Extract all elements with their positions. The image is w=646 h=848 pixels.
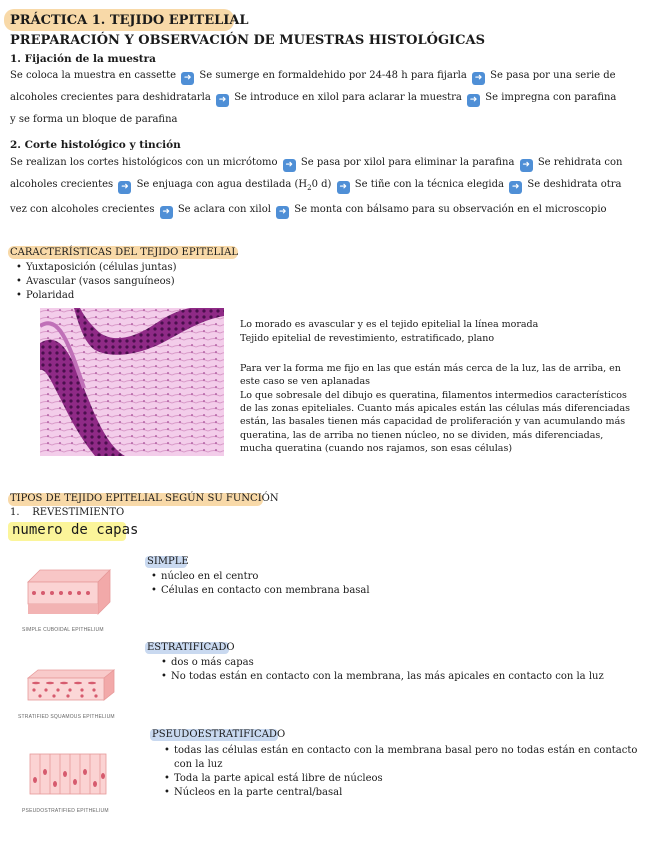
list-item: • Polaridad: [26, 289, 177, 303]
arrow-right-icon: ➜: [472, 72, 485, 85]
s2-step8: Se monta con bálsamo para su observación en el microscopio: [294, 204, 607, 215]
arrow-right-icon: ➜: [276, 206, 289, 219]
pseudo-list: [158, 744, 644, 800]
section2-heading: 2. Corte histológico y tinción: [10, 139, 181, 151]
list-item: • todas las células están en contacto con la membrana basal pero no todas están en contacto con la luz: [174, 744, 644, 772]
list-item: • Toda la parte apical está libre de núcleos: [174, 772, 644, 786]
arrow-right-icon: ➜: [181, 72, 194, 85]
water-tail: 0 d): [311, 179, 332, 190]
s1-step2: Se sumerge en formaldehido por 24-48 h para fijarla: [199, 70, 467, 81]
arrow-right-icon: ➜: [160, 206, 173, 219]
section1-heading: 1. Fijación de la muestra: [10, 53, 156, 65]
arrow-right-icon: ➜: [118, 181, 131, 194]
s1-step3: Se pasa por una serie de alcoholes crecientes para deshidratarla: [10, 70, 616, 103]
s2-step2: Se pasa por xilol para eliminar la parafina: [300, 157, 515, 168]
list-item: • Núcleos en la parte central/basal: [174, 786, 644, 800]
epithelium-micrograph: [40, 308, 224, 456]
stratified-caption: STRATIFIED SQUAMOUS EPITHELIUM: [18, 714, 115, 720]
section2-text: [10, 152, 630, 221]
section1-text: [10, 65, 625, 131]
arrow-right-icon: ➜: [283, 159, 296, 172]
stratified-label: ESTRATIFICADO: [147, 642, 235, 653]
s2-step5: Se tiñe con la técnica elegida: [354, 179, 504, 190]
arrow-right-icon: ➜: [467, 94, 480, 107]
arrow-right-icon: ➜: [337, 181, 350, 194]
s2-step4: Se enjuaga con agua destilada (H: [136, 179, 308, 190]
simple-list: [145, 570, 370, 598]
page-subtitle: PREPARACIÓN Y OBSERVACIÓN DE MUESTRAS HISTOLÓGICAS: [10, 33, 485, 48]
s1-step5: Se impregna con parafina y se forma un bloque de parafina: [10, 92, 617, 125]
simple-cuboid-illustration: [20, 568, 115, 620]
simple-label: SIMPLE: [147, 556, 189, 567]
pseudostratified-caption: PSEUDOSTRATIFIED EPITHELIUM: [22, 808, 109, 814]
list-item: • Yuxtaposición (células juntas): [26, 261, 177, 275]
arrow-right-icon: ➜: [216, 94, 229, 107]
arrow-right-icon: ➜: [509, 181, 522, 194]
page-title: PRÁCTICA 1. TEJIDO EPITELIAL: [10, 13, 249, 28]
s1-step1: Se coloca la muestra en cassette: [10, 70, 177, 81]
list-item: • núcleo en el centro: [161, 570, 370, 584]
pseudo-label: PSEUDOESTRATIFICADO: [152, 729, 286, 740]
micrograph-svg: [40, 308, 224, 456]
image-note-4: Lo que sobresale del dibujo es queratina, filamentos intermedios característicos de las zonas epiteliales. Cuanto más apicales están las células más diferenciadas están, las basales tienen más capacidad de proliferación y van acumulando más queratina, las de arriba no tienen núcleo, no se dividen, más diferenciadas, mucha queratina (cuando nos rajamos, son esas células): [240, 390, 630, 454]
stratified-list: [155, 656, 641, 684]
arrow-right-icon: ➜: [520, 159, 533, 172]
s2-step1: Se realizan los cortes histológicos con un micrótomo: [10, 157, 278, 168]
characteristics-list: [10, 261, 177, 303]
s2-step3: Se rehidrata con alcoholes crecientes: [10, 157, 623, 190]
list-item: • No todas están en contacto con la membrana, las más apicales en contacto con la luz: [171, 670, 641, 684]
s2-step7: Se aclara con xilol: [177, 204, 271, 215]
image-note-3: Para ver la forma me fijo en las que están más cerca de la luz, las de arriba, en este caso se ven aplanadas: [240, 363, 621, 388]
list-item: • dos o más capas: [171, 656, 641, 670]
image-note-2: Tejido epitelial de revestimiento, estratificado, plano: [240, 333, 495, 344]
pseudostratified-illustration: [28, 752, 110, 800]
list-item: • Células en contacto con membrana basal: [161, 584, 370, 598]
s2-step6: Se deshidrata otra vez con alcoholes crecientes: [10, 179, 622, 215]
characteristics-heading: CARACTERÍSTICAS DEL TEJIDO EPITELIAL: [10, 247, 238, 258]
types-item1: 1. REVESTIMIENTO: [10, 507, 125, 518]
water-subscript: 2: [307, 184, 312, 192]
layers-heading: numero de capas: [12, 522, 139, 538]
s1-step4: Se introduce en xilol para aclarar la muestra: [234, 92, 462, 103]
list-item: • Avascular (vasos sanguíneos): [26, 275, 177, 289]
stratified-illustration: [22, 668, 117, 710]
simple-caption: SIMPLE CUBOIDAL EPITHELIUM: [22, 627, 104, 633]
image-note-1: Lo morado es avascular y es el tejido epitelial la línea morada: [240, 319, 539, 330]
types-heading: TIPOS DE TEJIDO EPITELIAL SEGÚN SU FUNCIÓN: [10, 493, 279, 504]
